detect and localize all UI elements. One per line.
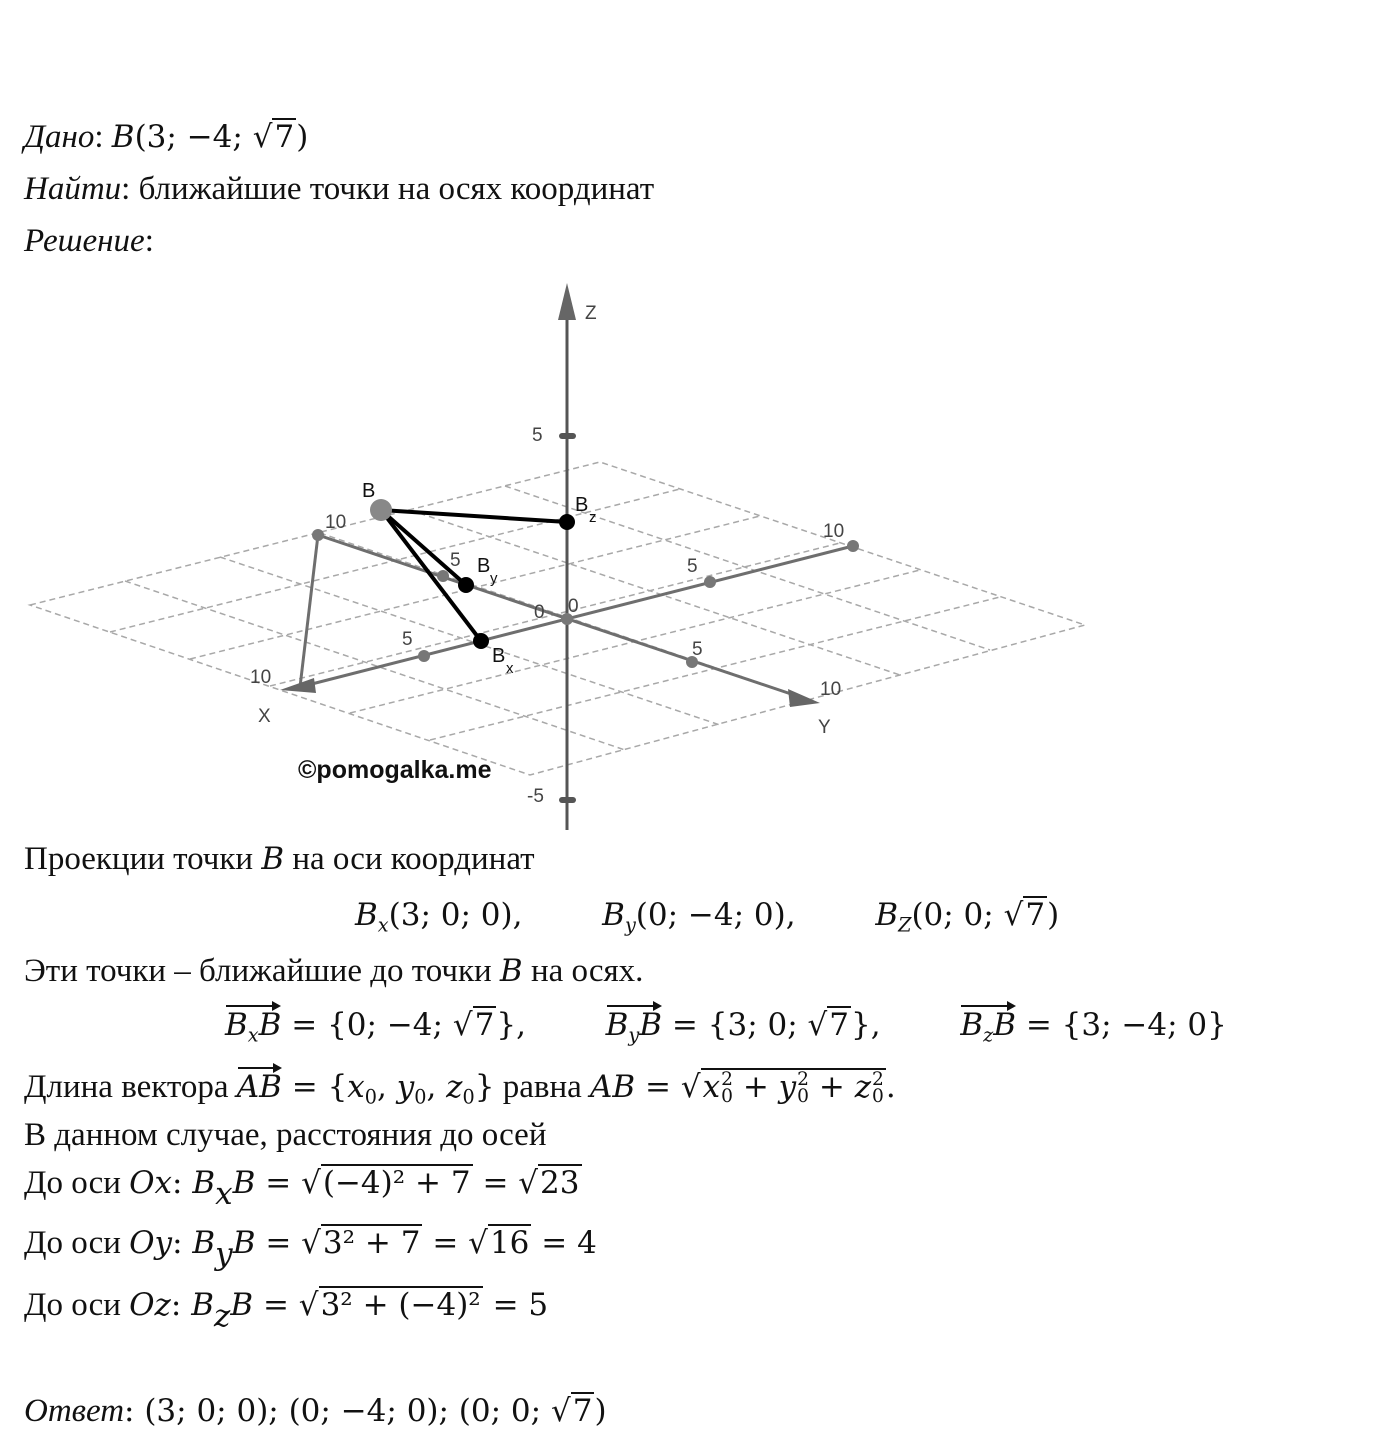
z-axis-arrow	[558, 283, 576, 320]
z-tick-5-label: 5	[532, 425, 543, 446]
neg-x-tick-10	[847, 540, 859, 552]
given-coords: (3; −4;	[134, 119, 253, 155]
answer-line: Ответ: (3; 0; 0); (0; −4; 0); (0; 0; √7)	[24, 1393, 607, 1429]
x-tick-5-label: 5	[402, 629, 413, 650]
length-formula-line: Длина вектора AB = {$x_0$, $y_0$, $z_0$} равна AB = √x 2 0 + y 2 0 + z 2 0 .	[24, 1068, 896, 1109]
proj-bx: $B_x(3$; 0; 0),	[355, 897, 523, 937]
grid-outline	[30, 462, 1085, 775]
y-tick-10-label: 10	[820, 679, 842, 700]
solution-label: Решение	[24, 223, 145, 259]
case-text: В данном случае, расстояния до осей	[24, 1117, 547, 1153]
z-tick-neg5-label: -5	[527, 786, 544, 807]
given-line: Дано: B(3; −4; √7)	[24, 119, 309, 155]
z-axis-label: Z	[585, 303, 597, 324]
neg-y-tick-5-label: 5	[450, 550, 461, 571]
point-b	[370, 499, 392, 521]
y-tick-5-label: 5	[692, 639, 703, 660]
point-bx	[473, 633, 489, 649]
point-bz-sub: z	[589, 509, 597, 526]
y-axis-line	[318, 535, 800, 697]
origin-label-a: 0	[534, 602, 545, 623]
find-line: Найти: ближайшие точки на осях координат	[24, 171, 655, 207]
origin-label-b: 0	[568, 596, 579, 617]
find-text: ближайшие точки на осях координат	[138, 171, 655, 207]
x-axis-label: X	[258, 706, 271, 727]
nearest-line: Эти точки – ближайшие до точки B на осях.	[24, 953, 644, 989]
x-axis	[300, 535, 318, 687]
watermark: ©pomogalka.me	[298, 756, 492, 784]
distance-oy: До оси Oy: $B_yB = √3^2 + 7 = √16 = 4$	[24, 1225, 597, 1272]
point-bx-sub: x	[506, 660, 514, 677]
distance-oz: До оси Oz: $B_zB = √3^2 + (-4)^2 = 5$	[24, 1287, 549, 1334]
neg-y-tick-10	[312, 529, 324, 541]
given-point: B	[111, 119, 135, 155]
vector-bzb: $B_zB = \{3$; −4; 0}	[960, 1007, 1227, 1043]
distance-ox: До оси Ox: $B_xB = √(-4)^2 + 7 = √23$	[24, 1165, 580, 1212]
grid-plane	[30, 462, 1085, 775]
answer-label: Ответ	[24, 1393, 125, 1429]
x-axis-arrow	[280, 678, 316, 693]
segment-b-bx	[381, 510, 481, 641]
solution-line: Решение:	[24, 223, 154, 259]
point-bz	[559, 514, 575, 530]
coordinate-figure	[0, 275, 1100, 835]
neg-x-tick-5	[704, 576, 716, 588]
vector-bxb: $B_xB = \{0$; −4; √7},	[225, 1007, 526, 1043]
vector-ab: AB = {$x_0$, $y_0$, $z_0$}	[237, 1069, 495, 1105]
proj-bz: $B_Z(0$; 0; √7)	[875, 897, 1060, 937]
neg-x-tick-10-label: 10	[823, 521, 845, 542]
given-label: Дано	[24, 119, 95, 155]
segment-b-bz	[381, 510, 567, 522]
axes	[300, 305, 853, 830]
grid-line	[125, 581, 625, 750]
vectors-line	[225, 1006, 1227, 1047]
x-tick-5	[418, 650, 430, 662]
projection-coords	[355, 896, 1059, 937]
given-sqrt: √7	[252, 119, 295, 155]
vector-byb: $B_yB = \{3$; 0; √7},	[606, 1007, 881, 1043]
ab-length: AB = √x 2 0 + y 2 0 + z 2 0 .	[590, 1068, 896, 1107]
neg-y-tick-5	[437, 570, 449, 582]
point-bx-label: B	[492, 645, 506, 667]
z-tick-neg5	[559, 797, 576, 803]
find-label: Найти	[24, 171, 122, 207]
segment-b-by	[381, 510, 466, 585]
neg-x-tick-5-label: 5	[687, 556, 698, 577]
z-tick-5	[559, 433, 576, 439]
point-by-label: B	[477, 555, 491, 577]
point-bz-label: B	[575, 494, 589, 516]
point-by	[458, 577, 474, 593]
proj-by: $B_y(0$; −4; 0),	[602, 897, 796, 937]
point-by-sub: y	[490, 570, 498, 587]
y-axis-label: Y	[818, 717, 831, 738]
point-b-label: B	[362, 480, 376, 502]
y-axis-arrow	[788, 689, 820, 707]
tick-dots	[312, 529, 859, 668]
projections-intro: Проекции точки B на оси координат	[24, 841, 535, 877]
x-tick-10-label: 10	[250, 667, 272, 688]
neg-y-tick-10-label: 10	[325, 512, 347, 533]
